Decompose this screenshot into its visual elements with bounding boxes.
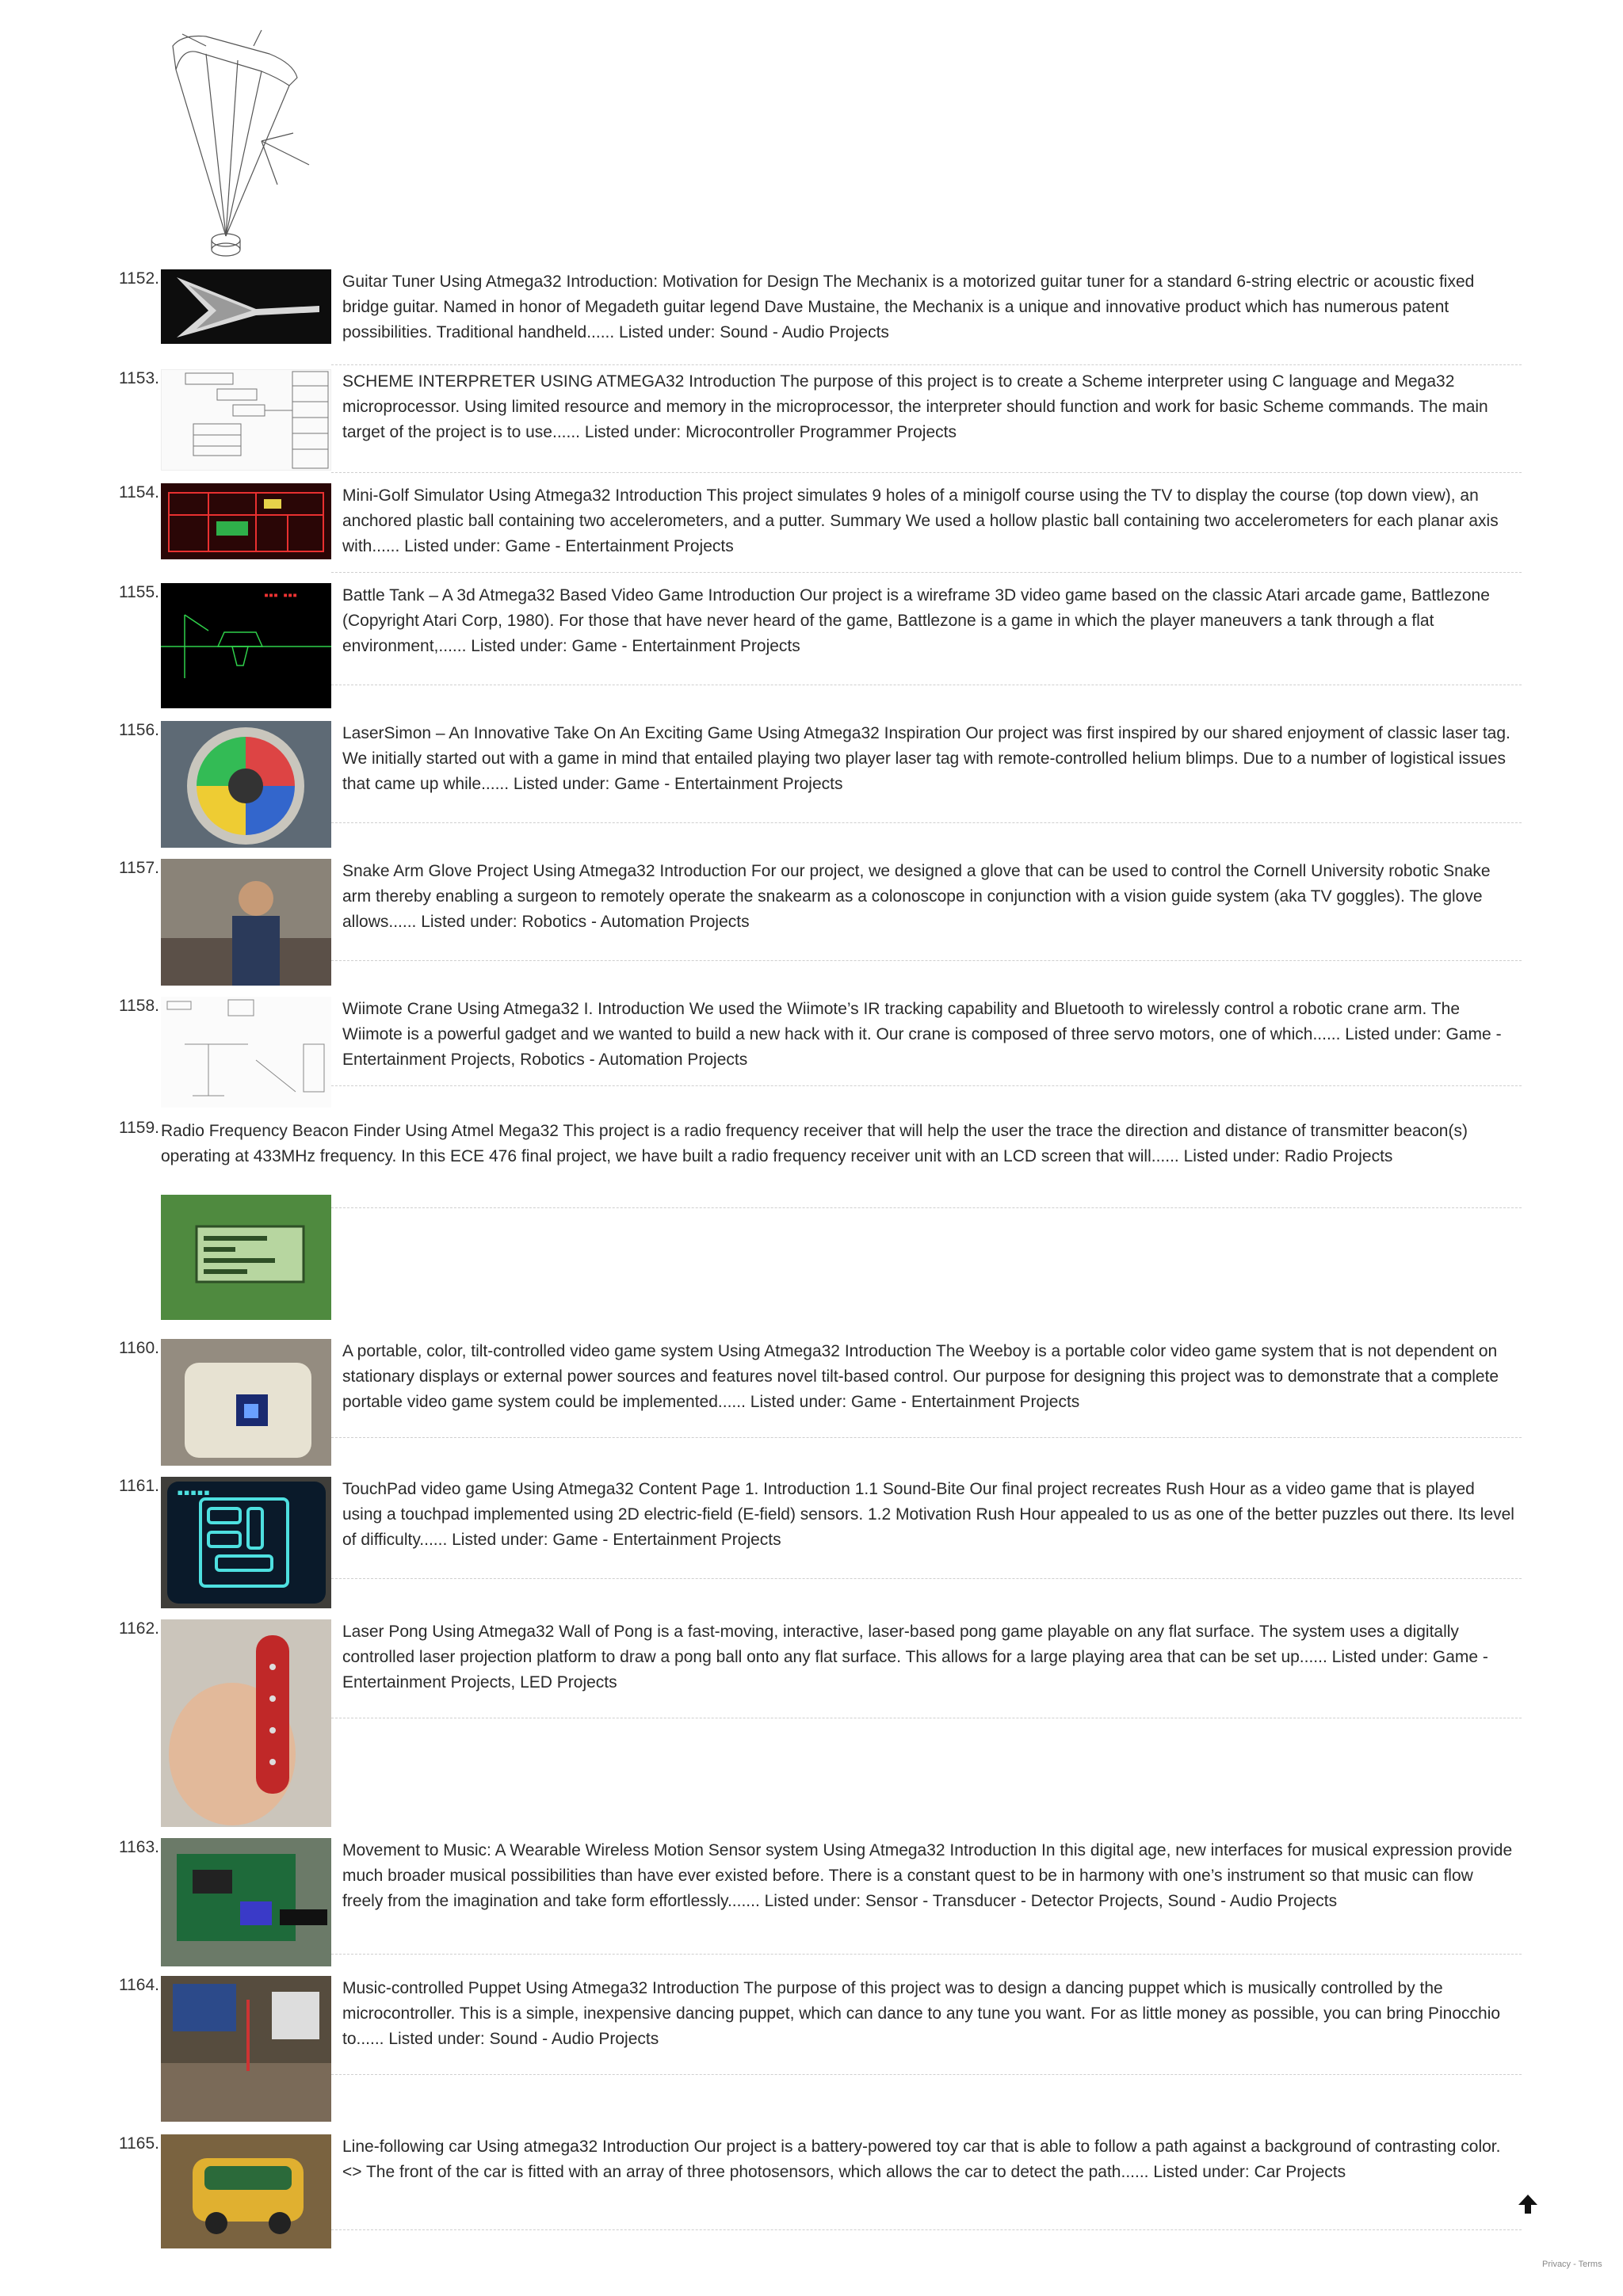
separator — [331, 1207, 1522, 1208]
project-description[interactable]: Line-following car Using atmega32 Introduction Our project is a battery-powered toy car that is able to follow a path against a background of contrasting color. <> The front of the car is fitted with an array of three photosensors, which allows the car to detect the path...... Listed under: Car Projects — [342, 2138, 1501, 2181]
item-number: 1152. — [119, 269, 159, 288]
parachute-diagram-icon — [158, 22, 333, 260]
item-number: 1155. — [119, 583, 159, 601]
puppet-workbench-icon — [161, 1976, 331, 2122]
project-thumbnail[interactable] — [161, 1838, 331, 1966]
circuit-board-icon — [161, 483, 331, 559]
project-description[interactable]: A portable, color, tilt-controlled video game system Using Atmega32 Introduction The Weeboy is a portable color video game system that is not dependent on stationary displays or external power sources and features novel tilt-based control. Our purpose for designing this project was to demonstrate that a complete portable video game system could be implemented...... Listed under: Game - Entertainment Projects — [342, 1342, 1499, 1411]
person-photo-icon — [161, 859, 331, 986]
rush-hour-screen-icon — [161, 1477, 331, 1608]
project-thumbnail[interactable] — [161, 483, 331, 559]
item-number: 1159. — [119, 1119, 159, 1137]
project-description[interactable]: Battle Tank – A 3d Atmega32 Based Video Game Introduction Our project is a wireframe 3D video game based on the classic Atari arcade game, Battlezone (Copyright Atari Corp, 1980). For those that have never heard of the game, Battlezone is a game in which the player maneuvers a tank through a flat environment,...... Listed under: Game - Entertainment Projects — [342, 586, 1490, 655]
item-number: 1156. — [119, 721, 159, 739]
project-thumbnail[interactable] — [161, 1477, 331, 1608]
project-thumbnail[interactable] — [161, 997, 331, 1108]
project-thumbnail[interactable] — [161, 583, 331, 708]
parachute-diagram-image — [158, 22, 333, 260]
item-number: 1157. — [119, 859, 159, 877]
project-description[interactable]: Wiimote Crane Using Atmega32 I. Introduction We used the Wiimote’s IR tracking capability and Bluetooth to wirelessly control a robotic crane arm. The Wiimote is a powerful gadget and we wanted to build a new hack with it. Our crane is composed of three servo motors, one of which...... Listed under: Game - Entertainment Projects, Robotics - Automation Projects — [342, 1000, 1502, 1069]
project-thumbnail[interactable] — [161, 269, 331, 344]
separator — [331, 1954, 1522, 1955]
separator — [331, 2074, 1522, 2075]
item-number: 1164. — [119, 1976, 159, 1994]
project-thumbnail[interactable] — [161, 859, 331, 986]
arrow-up-icon — [1515, 2191, 1541, 2217]
svg-text:▪▪▪▪▪: ▪▪▪▪▪ — [177, 1486, 211, 1499]
hand-device-icon — [161, 1619, 331, 1827]
guitar-icon — [161, 269, 331, 344]
separator — [331, 364, 1522, 365]
project-description[interactable]: Laser Pong Using Atmega32 Wall of Pong is a fast-moving, interactive, laser-based pong game playable on any flat surface. The system uses a digitally controlled laser projection platform to draw a pong ball onto any flat surface. This allows for a large playing area that can be set up...... Listed under: Game - Entertainment Projects, LED Projects — [342, 1623, 1488, 1691]
project-description[interactable]: Radio Frequency Beacon Finder Using Atmel Mega32 This project is a radio frequency receiver that will help the user the trace the direction and distance of transmitter beacon(s) operating at 433MHz frequency. In this ECE 476 final project, we have built a radio frequency receiver unit with an LCD screen that will...... Listed under: Radio Projects — [161, 1122, 1468, 1165]
project-thumbnail[interactable] — [161, 1195, 331, 1320]
item-number: 1160. — [119, 1339, 159, 1357]
project-thumbnail[interactable] — [161, 1619, 331, 1827]
flowchart-icon — [162, 370, 331, 471]
sensor-board-icon — [161, 1838, 331, 1966]
project-thumbnail[interactable] — [161, 721, 331, 848]
recaptcha-footer-links[interactable]: Privacy - Terms — [1542, 2260, 1602, 2269]
separator — [331, 1085, 1522, 1086]
simon-game-icon — [161, 721, 331, 848]
project-description[interactable]: Snake Arm Glove Project Using Atmega32 Introduction For our project, we designed a glove that can be used to control the Cornell University robotic Snake arm thereby enabling a surgeon to remotely operate the snakearm as a colonoscope in conjunction with a vision guide system (aka TV goggles). The glove allows...... Listed under: Robotics - Automation Projects — [342, 862, 1491, 931]
separator — [331, 2229, 1522, 2230]
item-number: 1165. — [119, 2134, 159, 2153]
project-thumbnail[interactable] — [161, 2134, 331, 2248]
separator — [331, 472, 1522, 473]
project-description[interactable]: Guitar Tuner Using Atmega32 Introduction: Motivation for Design The Mechanix is a motorized guitar tuner for a standard 6-string electric or acoustic fixed bridge guitar. Named in honor of Megadeth guitar legend Dave Mustaine, the Mechanix is a unique and innovative product which has numerous patent possibilities. Traditional handheld...... Listed under: Sound - Audio Projects — [342, 273, 1475, 341]
project-thumbnail[interactable] — [161, 1339, 331, 1466]
project-description[interactable]: LaserSimon – An Innovative Take On An Exciting Game Using Atmega32 Inspiration Our project was first inspired by our shared enjoyment of classic laser tag. We initially started out with a game in mind that entailed playing two player laser tag with remote-controlled helium blimps. Due to a number of logistical issues that came up while...... Listed under: Game - Entertainment Projects — [342, 724, 1510, 793]
lcd-screen-icon — [161, 1195, 331, 1320]
svg-text:▪▪▪ ▪▪▪: ▪▪▪ ▪▪▪ — [264, 591, 298, 600]
project-thumbnail[interactable] — [161, 369, 331, 471]
project-description[interactable]: TouchPad video game Using Atmega32 Content Page 1. Introduction 1.1 Sound-Bite Our final project recreates Rush Hour as a video game that is played using a touchpad implemented using 2D electric-field (E-field) sensors. 1.2 Motivation Rush Hour appealed to us as one of the better puzzles out there. Its level of difficulty...... Listed under: Game - Entertainment Projects — [342, 1480, 1514, 1549]
project-description[interactable]: SCHEME INTERPRETER USING ATMEGA32 Introduction The purpose of this project is to create a Scheme interpreter using C language and Mega32 microprocessor. Using limited resource and memory in the microprocessor, the interpreter should function and work for basic Scheme commands. The main target of the project is to use...... Listed under: Microcontroller Programmer Projects — [342, 372, 1488, 441]
separator — [331, 1578, 1522, 1579]
crane-diagram-icon — [161, 997, 331, 1108]
item-number: 1161. — [119, 1477, 159, 1495]
wireframe-tank-icon — [161, 583, 331, 708]
item-number: 1158. — [119, 997, 159, 1015]
project-thumbnail[interactable] — [161, 1976, 331, 2122]
separator — [331, 1437, 1522, 1438]
project-description[interactable]: Mini-Golf Simulator Using Atmega32 Introduction This project simulates 9 holes of a minigolf course using the TV to display the course (top down view), an anchored plastic ball containing two accelerometers, and a putter. Summary We used a hollow plastic ball containing two accelerometers for each planar axis with...... Listed under: Game - Entertainment Projects — [342, 486, 1499, 555]
scroll-to-top-button[interactable] — [1515, 2191, 1541, 2217]
item-number: 1163. — [119, 1838, 159, 1856]
toy-car-icon — [161, 2134, 331, 2248]
handheld-console-icon — [161, 1339, 331, 1466]
project-description[interactable]: Movement to Music: A Wearable Wireless Motion Sensor system Using Atmega32 Introduction In this digital age, new interfaces for musical expression provide much broader musical possibilities than have ever existed before. There is a constant quest to be in harmony with one’s instrument so that music can flow freely from the imagination and take form effortlessly....... Listed under: Sensor - Transducer - Detector Projects, Sound - Audio Projects — [342, 1841, 1513, 1910]
separator — [331, 572, 1522, 573]
item-number: 1162. — [119, 1619, 159, 1638]
separator — [331, 960, 1522, 961]
item-number: 1153. — [119, 369, 159, 387]
project-description[interactable]: Music-controlled Puppet Using Atmega32 Introduction The purpose of this project was to design a dancing puppet which is musically controlled by the microcontroller. This is a simple, inexpensive dancing puppet, which can dance to any tune you want. For as little money as possible, you can bring Pinocchio to...... Listed under: Sound - Audio Projects — [342, 1979, 1501, 2048]
item-number: 1154. — [119, 483, 159, 502]
separator — [331, 822, 1522, 823]
